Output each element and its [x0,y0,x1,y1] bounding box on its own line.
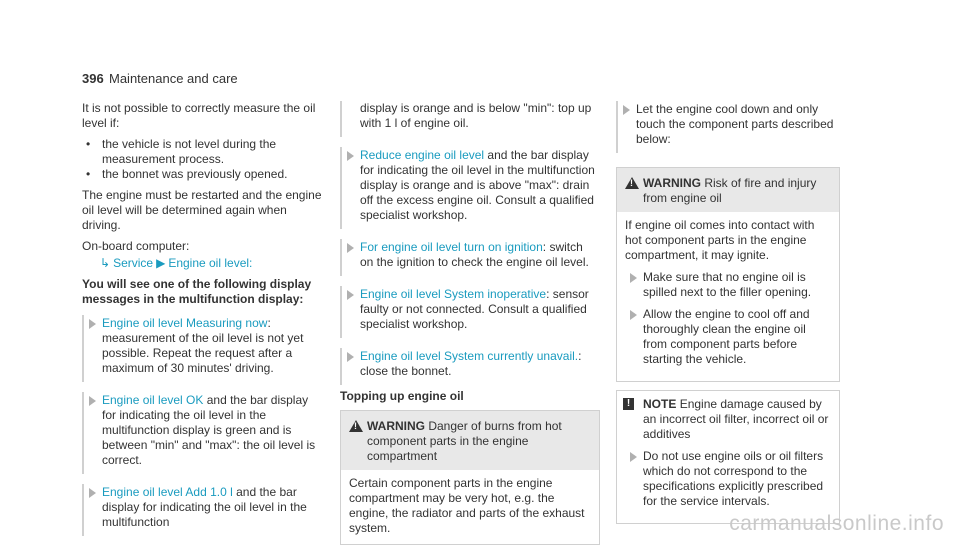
display-message-label: Engine oil level OK [102,393,204,407]
display-message-text: and the bar display for indicating the oil level in the multifunction display is orange and is above "max": drain off the excess engine oil. Consult a qualified specialist workshop. [360,148,595,222]
instruction-step [625,306,831,373]
warning-body [617,212,839,381]
instruction-text: Let the engine cool down and only touch the component parts described below: [636,102,834,146]
step-arrow-icon [630,273,637,283]
warning-exclamation-icon: ! [354,421,357,431]
menu-service: Service [113,256,154,270]
step-arrow-icon [347,352,354,362]
note-exclamation-icon: ! [623,398,634,410]
warning-body: Certain component parts in the engine compartment may be very hot, e.g. the engine, the radiator and parts of the exhaust system. [349,476,585,535]
display-message-step [340,348,600,385]
warning-box-fire [616,167,840,382]
column-2 [340,101,600,553]
note-label: NOTE [643,397,677,411]
warning-header [617,168,839,212]
page-section-title: Maintenance and care [109,71,238,86]
warning-label: WARNING [643,176,701,190]
display-message-step [82,392,325,474]
warning-title: Risk of fire and injury from engine oil [643,176,817,205]
warning-label: WARNING [367,419,425,433]
menu-separator-icon: ▶ [156,256,166,270]
step-arrow-icon [89,319,96,329]
display-heading: You will see one of the following display messages in the multifunction display: [82,277,312,306]
column-3 [616,101,840,532]
instruction-text: Do not use engine oils or oil filters which do not correspond to the specifications explicitly prescribed for the service intervals. [643,449,824,508]
display-message-text: : close the bonnet. [360,349,582,378]
display-message-label: Engine oil level Add 1.0 l [102,485,233,499]
note-header [617,391,839,448]
instruction-text: Make sure that no engine oil is spilled next to the filler opening. [643,270,812,299]
display-message-text: and the bar display for indicating the oil level in the multifunction [102,485,307,529]
display-message-step [82,315,325,382]
list-item: • the bonnet was previously opened. [82,167,325,182]
step-arrow-icon [347,243,354,253]
step-arrow-icon [347,290,354,300]
column-1 [82,101,325,536]
display-message-text: and the bar display for indicating the oil level in the multifunction display is green and is between "min" and "max": the oil level is correct. [102,393,316,467]
step-arrow-icon [630,310,637,320]
display-message-label: Engine oil level Measuring now [102,316,268,330]
instruction-text: Allow the engine to cool off and thoroughly clean the engine oil from component parts before starting the vehicle. [643,307,810,366]
menu-engine-oil-level: Engine oil level: [168,256,253,270]
display-message-text: : measurement of the oil level is not yet possible. Repeat the request after a maximum of 30 minutes' driving. [102,316,304,375]
display-message-text: : sensor faulty or not connected. Consult a qualified specialist workshop. [360,287,589,331]
list-item: • the vehicle is not level during the measurement process. [82,137,325,167]
continued-text-content: display is orange and is below "min": top up with 1 l of engine oil. [360,101,592,130]
display-message-label: For engine oil level turn on ignition [360,240,543,254]
watermark: carmanualsonline.info [729,512,944,535]
restart-text: The engine must be restarted and the engine oil level will be determined again when driving. [82,188,322,232]
display-message-step [340,286,600,338]
warning-box-burns [340,410,600,545]
onboard-label: On-board computer: [82,239,190,253]
instruction-step [625,269,831,306]
note-box-engine-damage [616,390,840,524]
step-arrow-icon [89,488,96,498]
warning-exclamation-icon: ! [630,178,633,188]
warning-title: Danger of burns from hot component parts in the engine compartment [367,419,562,463]
display-message-step [340,147,600,229]
display-message-label: Reduce engine oil level [360,148,485,162]
step-arrow-icon [623,105,630,115]
note-title: Engine damage caused by an incorrect oil filter, incorrect oil or additives [643,397,829,441]
step-arrow-icon [89,396,96,406]
page-number: 396 [82,71,104,86]
instruction-step [625,448,831,515]
display-message-step [340,239,600,276]
step-arrow-icon [347,151,354,161]
step-arrow-icon [630,452,637,462]
menu-path [82,256,325,271]
display-message-label: Engine oil level System inoperative [360,287,547,301]
continued-text [340,101,600,137]
warning-header [341,411,599,470]
topping-up-heading: Topping up engine oil [340,389,464,403]
display-message-text: : switch on the ignition to check the engine oil level. [360,240,589,269]
warning-intro: If engine oil comes into contact with hot component parts in the engine compartment, it may ignite. [625,218,815,262]
intro-text: It is not possible to correctly measure the oil level if: [82,101,316,130]
instruction-step [616,101,840,153]
display-message-label: Engine oil level System currently unavail. [360,349,579,363]
display-message-step [82,484,325,536]
condition-list [82,137,325,182]
menu-arrow-icon: ↳ [100,256,111,270]
